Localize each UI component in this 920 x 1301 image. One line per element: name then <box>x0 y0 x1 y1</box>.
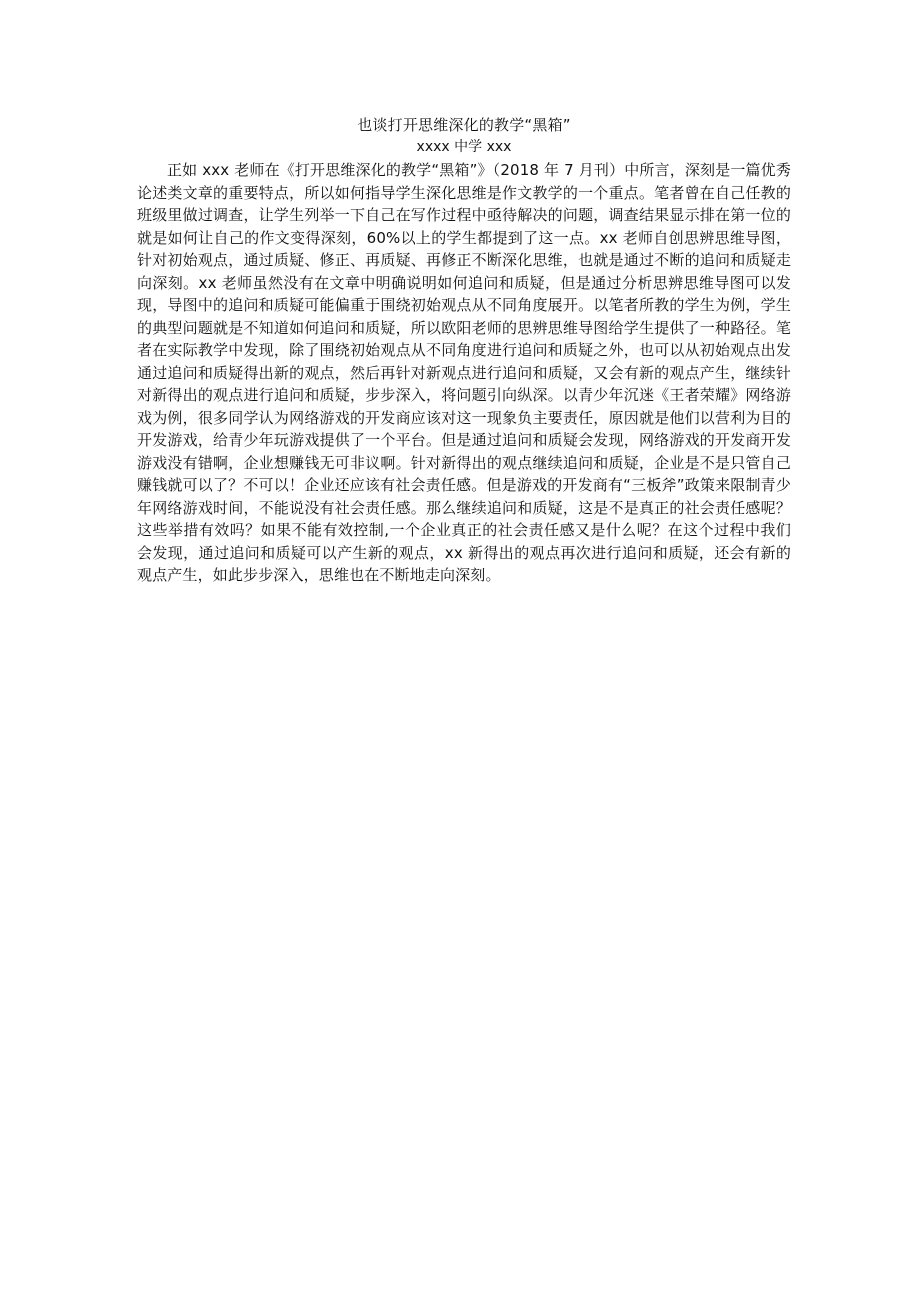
article-byline: xxxx 中学 xxx <box>416 139 512 155</box>
article-body-paragraph: 正如 xxx 老师在《打开思维深化的教学“黑箱”》（2018 年 7 月刊）中所言，深刻是一篇优秀论述类文章的重要特点，所以如何指导学生深化思维是作文教学的一个重点。笔者曾在自己任教的班级里做过调查，让学生列举一下自己在写作过程中亟待解决的问题，调查结果显示排在第一位的就是如何让自己的作文变得深刻，60%以上的学生都提到了这一点。xx 老师自创思辨思维导图，针对初始观点，通过质疑、修正、再质疑、再修正不断深化思维，也就是通过不断的追问和质疑走向深刻。xx 老师虽然没有在文章中明确说明如何追问和质疑，但是通过分析思辨思维导图可以发现，导图中的追问和质疑可能偏重于围绕初始观点从不同角度展开。以笔者所教的学生为例，学生的典型问题就是不知道如何追问和质疑，所以欧阳老师的思辨思维导图给学生提供了一种路径。笔者在实际教学中发现，除了围绕初始观点从不同角度进行追问和质疑之外，也可以从初始观点出发通过追问和质疑得出新的观点，然后再针对新观点进行追问和质疑，又会有新的观点产生，继续针对新得出的观点进行追问和质疑，步步深入，将问题引向纵深。以青少年沉迷《王者荣耀》网络游戏为例，很多同学认为网络游戏的开发商应该对这一现象负主要责任，原因就是他们以营利为目的开发游戏，给青少年玩游戏提供了一个平台。但是通过追问和质疑会发现，网络游戏的开发商开发游戏没有错啊，企业想赚钱无可非议啊。针对新得出的观点继续追问和质疑，企业是不是只管自己赚钱就可以了？不可以！企业还应该有社会责任感。但是游戏的开发商有“三板斧”政策来限制青少年网络游戏时间，不能说没有社会责任感。那么继续追问和质疑，这是不是真正的社会责任感呢？这些举措有效吗？如果不能有效控制,一个企业真正的社会责任感又是什么呢？在这个过程中我们会发现，通过追问和质疑可以产生新的观点，xx 新得出的观点再次进行追问和质疑，还会有新的观点产生，如此步步深入，思维也在不断地走向深刻。 <box>137 161 791 584</box>
article <box>137 114 791 587</box>
article-title: 也谈打开思维深化的教学“黑箱” <box>357 116 571 134</box>
